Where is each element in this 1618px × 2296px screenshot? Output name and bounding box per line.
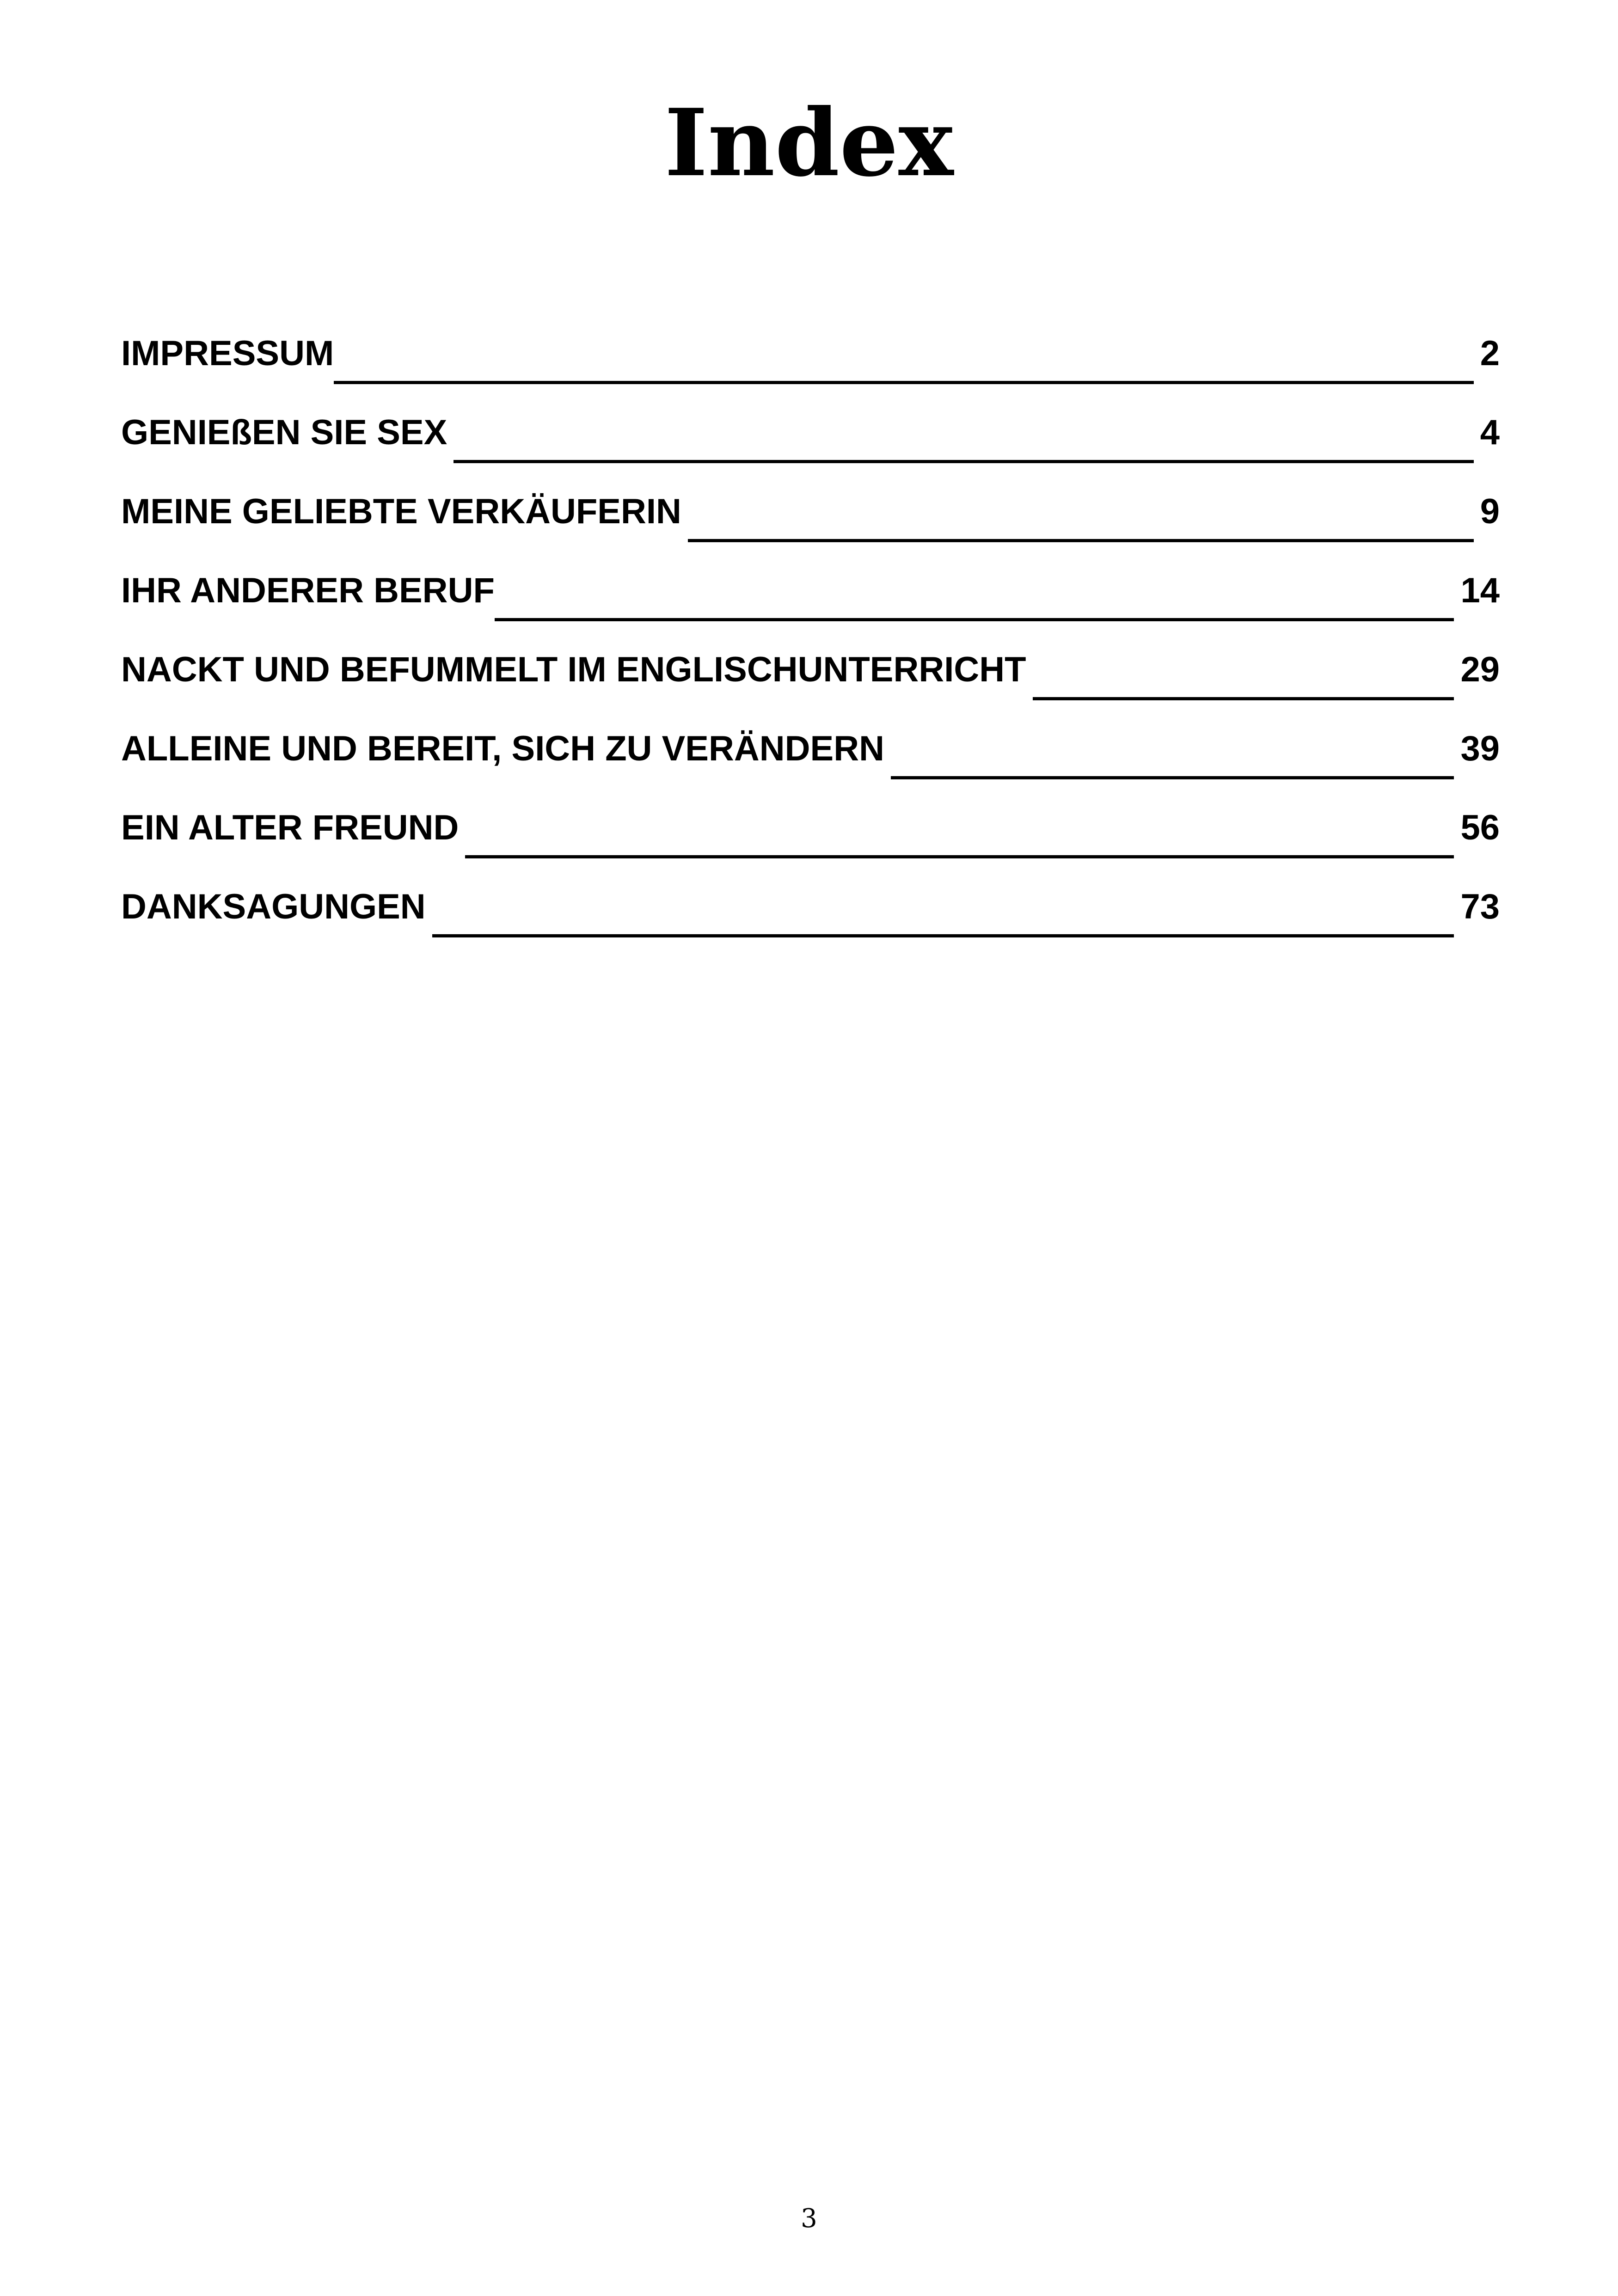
toc-entry-page: 2 (1480, 334, 1500, 373)
toc-leader-line (465, 855, 1454, 858)
toc-entry-title: ALLEINE UND BEREIT, SICH ZU VERÄNDERN (121, 729, 884, 768)
toc-entry[interactable] (121, 714, 1500, 793)
toc-entry-page: 39 (1460, 729, 1500, 768)
toc-entry-title: IHR ANDERER BERUF (121, 571, 495, 610)
toc-entry-page: 29 (1460, 650, 1500, 689)
toc-entry-title: DANKSAGUNGEN (121, 887, 426, 926)
toc-entry-title: EIN ALTER FREUND (121, 808, 459, 847)
toc-entry-title: GENIEßEN SIE SEX (121, 413, 447, 452)
toc-leader-line (1033, 697, 1454, 700)
toc-leader-line (334, 381, 1473, 384)
toc-leader-line (454, 460, 1473, 463)
toc-entry-page: 56 (1460, 808, 1500, 847)
toc-entry[interactable] (121, 793, 1500, 872)
page-title: Index (664, 89, 954, 197)
toc-entry[interactable] (121, 556, 1500, 635)
toc-entry-page: 73 (1460, 887, 1500, 926)
toc-leader-line (891, 776, 1454, 779)
toc-entry[interactable] (121, 477, 1500, 556)
toc-leader-line (432, 934, 1454, 937)
toc-entry-page: 9 (1480, 492, 1500, 531)
toc-entry-title: IMPRESSUM (121, 334, 334, 373)
toc-entry[interactable] (121, 319, 1500, 398)
table-of-contents (121, 319, 1500, 951)
toc-entry-page: 4 (1480, 413, 1500, 452)
toc-entry[interactable] (121, 635, 1500, 714)
toc-entry[interactable] (121, 398, 1500, 477)
toc-leader-line (688, 539, 1474, 542)
toc-entry-title: NACKT UND BEFUMMELT IM ENGLISCHUNTERRICHT (121, 650, 1026, 689)
toc-leader-line (495, 618, 1454, 621)
toc-entry-page: 14 (1460, 571, 1500, 610)
toc-entry-title: MEINE GELIEBTE VERKÄUFERIN (121, 492, 681, 531)
page-number: 3 (801, 2204, 817, 2234)
toc-entry[interactable] (121, 872, 1500, 951)
